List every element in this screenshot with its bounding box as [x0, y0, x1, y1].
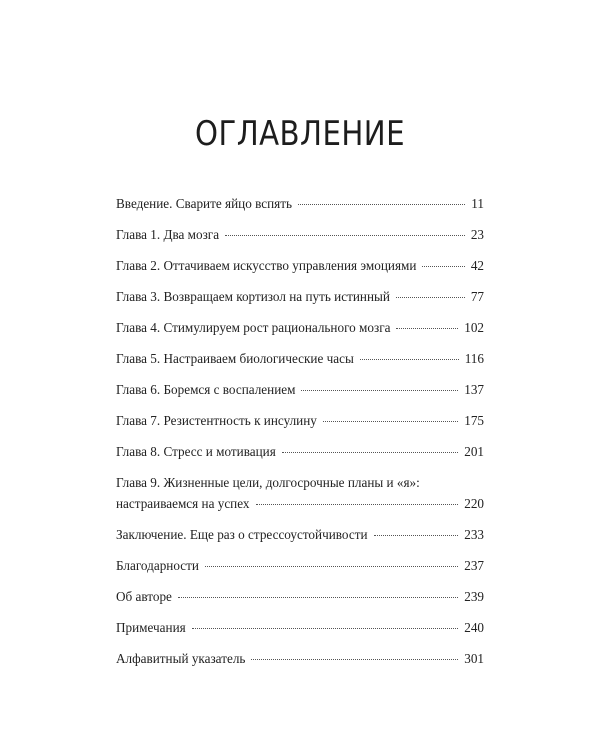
dot-leader [396, 328, 458, 329]
dot-leader [360, 359, 459, 360]
dot-leader [422, 266, 464, 267]
toc-entry-chapter-2 [116, 258, 484, 274]
toc-entry-page: 239 [464, 589, 484, 604]
toc-entry-label: Глава 1. Два мозга [116, 227, 220, 242]
toc-entry-introduction [116, 196, 484, 212]
toc-entry-page: 137 [464, 382, 484, 397]
toc-entry-page: 116 [464, 351, 484, 366]
table-of-contents [116, 196, 484, 682]
toc-entry-label: Глава 2. Оттачиваем искусство управления эмоциями [116, 258, 417, 273]
toc-entry-page: 201 [464, 444, 484, 459]
dot-leader [298, 204, 465, 205]
toc-entry-page: 23 [470, 227, 484, 242]
dot-leader [205, 566, 458, 567]
toc-entry-chapter-6 [116, 382, 484, 398]
toc-entry-label: Глава 6. Боремся с воспалением [116, 382, 296, 397]
dot-leader [178, 597, 458, 598]
toc-entry-label: Заключение. Еще раз о стрессоустойчивости [116, 527, 368, 542]
toc-entry-chapter-8 [116, 444, 484, 460]
toc-entry-page: 220 [464, 496, 484, 511]
toc-entry-page: 240 [464, 620, 484, 635]
dot-leader [374, 535, 459, 536]
toc-entry-label: Об авторе [116, 589, 172, 604]
toc-entry-chapter-3 [116, 289, 484, 305]
dot-leader [256, 504, 459, 505]
toc-entry-label: Глава 8. Стресс и мотивация [116, 444, 276, 459]
toc-entry-acknowledgments [116, 558, 484, 574]
toc-entry-page: 233 [464, 527, 484, 542]
toc-entry-notes [116, 620, 484, 636]
dot-leader [301, 390, 458, 391]
toc-entry-label: Алфавитный указатель [116, 651, 246, 666]
toc-entry-page: 11 [471, 196, 484, 211]
dot-leader [225, 235, 465, 236]
toc-entry-label: Глава 3. Возвращаем кортизол на путь истинный [116, 289, 390, 304]
toc-entry-page: 175 [464, 413, 484, 428]
dot-leader [396, 297, 465, 298]
toc-entry-chapter-1 [116, 227, 484, 243]
toc-entry-index [116, 651, 484, 667]
toc-entry-chapter-5 [116, 351, 484, 367]
toc-entry-page: 77 [470, 289, 484, 304]
toc-entry-label: Благодарности [116, 558, 199, 573]
toc-entry-label: Примечания [116, 620, 186, 635]
dot-leader [282, 452, 458, 453]
toc-entry-chapter-9 [116, 475, 484, 512]
toc-entry-chapter-7 [116, 413, 484, 429]
dot-leader [192, 628, 459, 629]
dot-leader [251, 659, 458, 660]
toc-entry-page: 102 [464, 320, 484, 335]
toc-entry-page: 237 [464, 558, 484, 573]
toc-entry-page: 301 [464, 651, 484, 666]
dot-leader [323, 421, 458, 422]
toc-entry-label: Глава 4. Стимулируем рост рационального мозга [116, 320, 391, 335]
toc-entry-label: Введение. Сварите яйцо вспять [116, 196, 292, 211]
toc-entry-label-line2: настраиваемся на успех [116, 496, 250, 511]
toc-entry-label: Глава 7. Резистентность к инсулину [116, 413, 317, 428]
toc-entry-about-author [116, 589, 484, 605]
toc-entry-label: Глава 5. Настраиваем биологические часы [116, 351, 354, 366]
toc-entry-page: 42 [470, 258, 484, 273]
toc-entry-chapter-4 [116, 320, 484, 336]
toc-entry-conclusion [116, 527, 484, 543]
toc-entry-label-line1: Глава 9. Жизненные цели, долгосрочные планы и «я»: [116, 475, 420, 490]
page-title: ОГЛАВЛЕНИЕ [194, 114, 406, 154]
